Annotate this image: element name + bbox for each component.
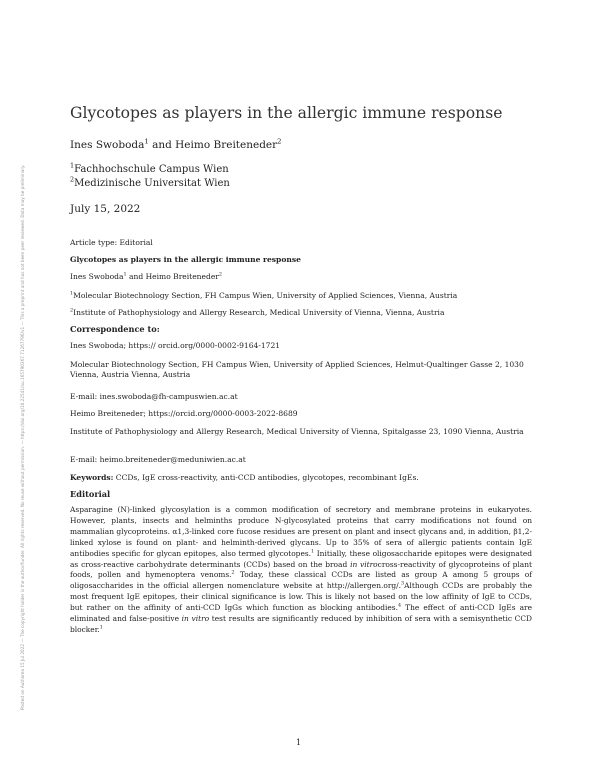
- side-watermark: [20, 110, 34, 710]
- body-text-5: Although CCDs are probably the most frequent IgE epitopes, their clinical significance is low. This is likely not based on the low affinity of IgE to CCDs, but rather on the affinity of anti-CCD IgGs which function as blocking antibodies.: [70, 581, 532, 613]
- corr1-name: Ines Swoboda; https:// orcid.org/0000-0002-9164-1721: [70, 341, 281, 350]
- authors-line: [70, 272, 532, 282]
- body-text-1: Asparagine (N)-linked glycosylation is a common modification of secretory and membrane proteins in eukaryotes. However, plants, insects and helminths produce N-glycosylated proteins that carry modifications not found on mammalian glycoproteins. α1,3-linked core fucose residues are present on plant and insect glycans and, in addition, β1,2-linked xylose is found on plant- and helminth-derived glycans. Up to 35% of sera of allergic patients contain IgE antibodies specific for glycan epitopes, also termed glycotopes.: [70, 505, 532, 558]
- authors-line-2: and Heimo Breiteneder: [126, 272, 219, 281]
- affiliation-1-text: Fachhochschule Campus Wien: [74, 164, 229, 175]
- aff-detail-1-num: 1: [70, 290, 74, 297]
- corr1-email[interactable]: E-mail: ines.swoboda@fh-campuswien.ac.at: [70, 392, 238, 401]
- title-bold: Glycotopes as players in the allergic immune response: [70, 255, 301, 264]
- authors-line-sup-2: 2: [218, 271, 223, 278]
- ref-5: 1: [99, 625, 103, 631]
- ref-1: 1: [311, 549, 315, 555]
- page-number: 1: [296, 738, 302, 747]
- ref-2: 2: [231, 570, 235, 576]
- paper-title: Glycotopes as players in the allergic immune response: [70, 104, 503, 122]
- body-text-7: test results are significantly reduced by inhibition of sera with a semisynthetic CCD blocker.: [70, 614, 533, 634]
- author-1-affil: 1: [144, 137, 149, 146]
- keywords-label: Keywords:: [70, 473, 114, 482]
- affiliation-2-num: 2: [70, 175, 75, 184]
- corr2-address: Institute of Pathophysiology and Allergy Research, Medical University of Vienna, Spitalgasse 23, 1090 Vienna, Austria: [70, 427, 524, 436]
- editorial-heading: Editorial: [70, 489, 111, 499]
- affiliation-detail-1: [70, 291, 532, 301]
- corr2-name: Heimo Breiteneder; https://orcid.org/0000-0003-2022-8689: [70, 409, 298, 418]
- ref-4: 4: [397, 603, 402, 609]
- keywords: [70, 473, 532, 483]
- aff-detail-1-text: Molecular Biotechnology Section, FH Campus Wien, University of Applied Sciences, Vienna, Austria: [73, 291, 458, 300]
- aff-detail-2-num: 2: [70, 307, 74, 314]
- date: July 15, 2022: [70, 203, 141, 215]
- authors-line-sup-1: 1: [123, 271, 127, 278]
- editorial-body: [70, 505, 532, 636]
- body-italic-1: in vitro: [350, 559, 378, 569]
- body-text-3: cross-reactivity of glycoproteins of plant foods, pollen and hymenoptera venoms.: [70, 559, 532, 580]
- article-type: Article type: Editorial: [70, 238, 153, 247]
- aff-detail-2-text: Institute of Pathophysiology and Allergy Research, Medical University of Vienna, Vienna, Austria: [73, 308, 445, 317]
- keywords-text: CCDs, IgE cross-reactivity, anti-CCD antibodies, glycotopes, recombinant IgEs.: [113, 473, 419, 482]
- authors: [70, 139, 282, 151]
- body-text-6: The effect of anti-CCD IgEs are eliminated and false-positive: [70, 603, 532, 624]
- side-watermark-text: Posted on Authorea 15 Jul 2022 — The copyright holder is the author/funder. All rights reserved. No reuse without permission. — https://doi.org/10.22541/au.165790367.71267796/v1 — This a preprint and has not been peer reviewed. Data may be preliminary.: [20, 164, 25, 710]
- corr2-email[interactable]: E-mail: heimo.breiteneder@meduniwien.ac.at: [70, 455, 246, 464]
- author-2: and Heimo Breiteneder: [148, 139, 278, 151]
- authors-line-1: Ines Swoboda: [70, 272, 124, 281]
- body-text-2: Initially, these oligosaccharide epitopes were designated as cross-reactive carbohydrate determinants (CCDs) based on the broad: [70, 548, 532, 569]
- affiliation-detail-2: [70, 308, 532, 318]
- affiliation-2-text: Medizinische Universitat Wien: [74, 178, 230, 189]
- corr1-address: Molecular Biotechnology Section, FH Campus Wien, University of Applied Sciences, Helmut-Qualtinger Gasse 2, 1030 Vienna, Austria Vienna, Austria: [70, 360, 524, 379]
- ref-3: 3: [401, 581, 405, 587]
- affiliation-1: [70, 161, 229, 175]
- affiliation-1-num: 1: [70, 161, 75, 170]
- correspondence-heading: Correspondence to:: [70, 324, 160, 334]
- body-italic-2: in vitro: [181, 614, 210, 624]
- affiliation-2: [70, 175, 230, 189]
- body-text-4: Today, these classical CCDs are listed as group A among 5 groups of oligosaccharides in the official allergen nomenclature website at http://allergen.org/.: [70, 570, 532, 591]
- author-2-affil: 2: [277, 137, 282, 146]
- author-1: Ines Swoboda: [70, 139, 145, 151]
